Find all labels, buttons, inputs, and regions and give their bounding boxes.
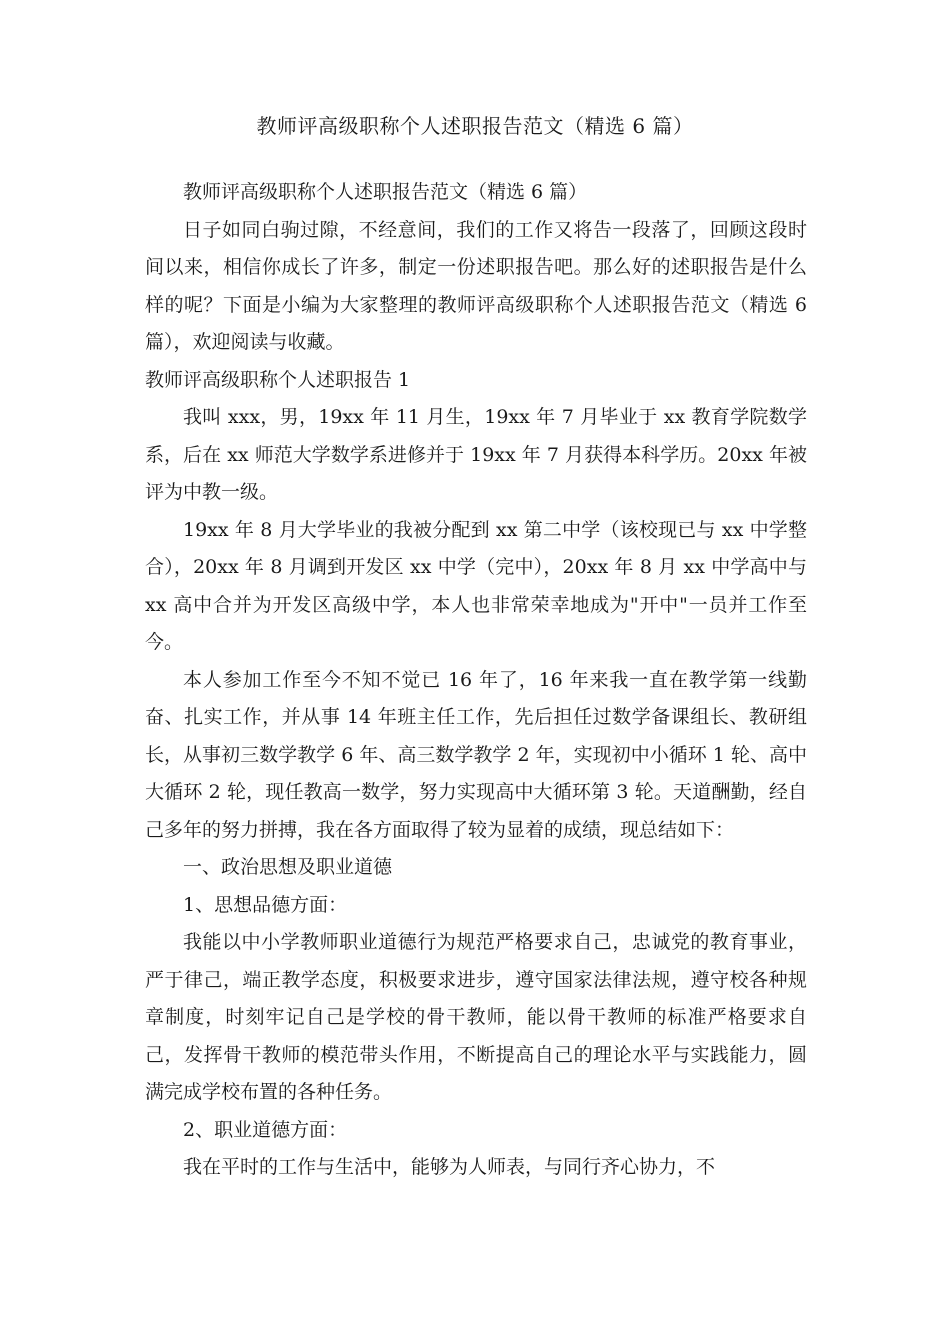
document-title: 教师评高级职称个人述职报告范文（精选 6 篇） (256, 114, 694, 138)
paragraph-subtitle: 教师评高级职称个人述职报告范文（精选 6 篇） (183, 181, 588, 203)
paragraph-personal-info: 我叫 xxx，男，19xx 年 11 月生，19xx 年 7 月毕业于 xx 教育学院数学系，后在 xx 师范大学数学系进修并于 19xx 年 7 月获得本科学历。20xx 年被评为中教一级。 (145, 406, 807, 503)
paragraph-professional-ethics: 我在平时的工作与生活中，能够为人师表，与同行齐心协力，不 (183, 1156, 716, 1178)
subheading-moral-character: 1、思想品德方面： (183, 893, 348, 916)
document-body (145, 174, 807, 1187)
subheading-professional-ethics: 2、职业道德方面： (183, 1118, 348, 1141)
subheading-political-ethics: 一、政治思想及职业道德 (183, 856, 393, 878)
section-heading: 教师评高级职称个人述职报告 1 (145, 368, 411, 391)
paragraph-moral-character: 我能以中小学教师职业道德行为规范严格要求自己，忠诚党的教育事业，严于律己，端正教学态度，积极要求进步，遵守国家法律法规，遵守校各种规章制度，时刻牢记自己是学校的骨干教师，能以骨干教师的标准严格要求自己，发挥骨干教师的模范带头作用，不断提高自己的理论水平与实践能力，圆满完成学校布置的各种任务。 (145, 931, 807, 1103)
paragraph-career-history: 19xx 年 8 月大学毕业的我被分配到 xx 第二中学（该校现已与 xx 中学整合），20xx 年 8 月调到开发区 xx 中学（完中），20xx 年 8 月 xx 中学高中与 xx 高中合并为开发区高级中学，本人也非常荣幸地成为"开中"一员并工作至今。 (145, 518, 807, 653)
paragraph-intro: 日子如同白驹过隙，不经意间，我们的工作又将告一段落了，回顾这段时间以来，相信你成长了许多，制定一份述职报告吧。那么好的述职报告是什么样的呢？下面是小编为大家整理的教师评高级职称个人述职报告范文（精选 6 篇），欢迎阅读与收藏。 (145, 218, 807, 353)
paragraph-work-summary: 本人参加工作至今不知不觉已 16 年了，16 年来我一直在教学第一线勤奋、扎实工作，并从事 14 年班主任工作，先后担任过数学备课组长、教研组长，从事初三数学教学 6 年、高三数学教学 2 年，实现初中小循环 1 轮、高中大循环 2 轮，现任教高一数学，努力实现高中大循环第 3 轮。天道酬勤，经自己多年的努力拼搏，我在各方面取得了较为显着的成绩，现总结如下： (145, 668, 807, 841)
